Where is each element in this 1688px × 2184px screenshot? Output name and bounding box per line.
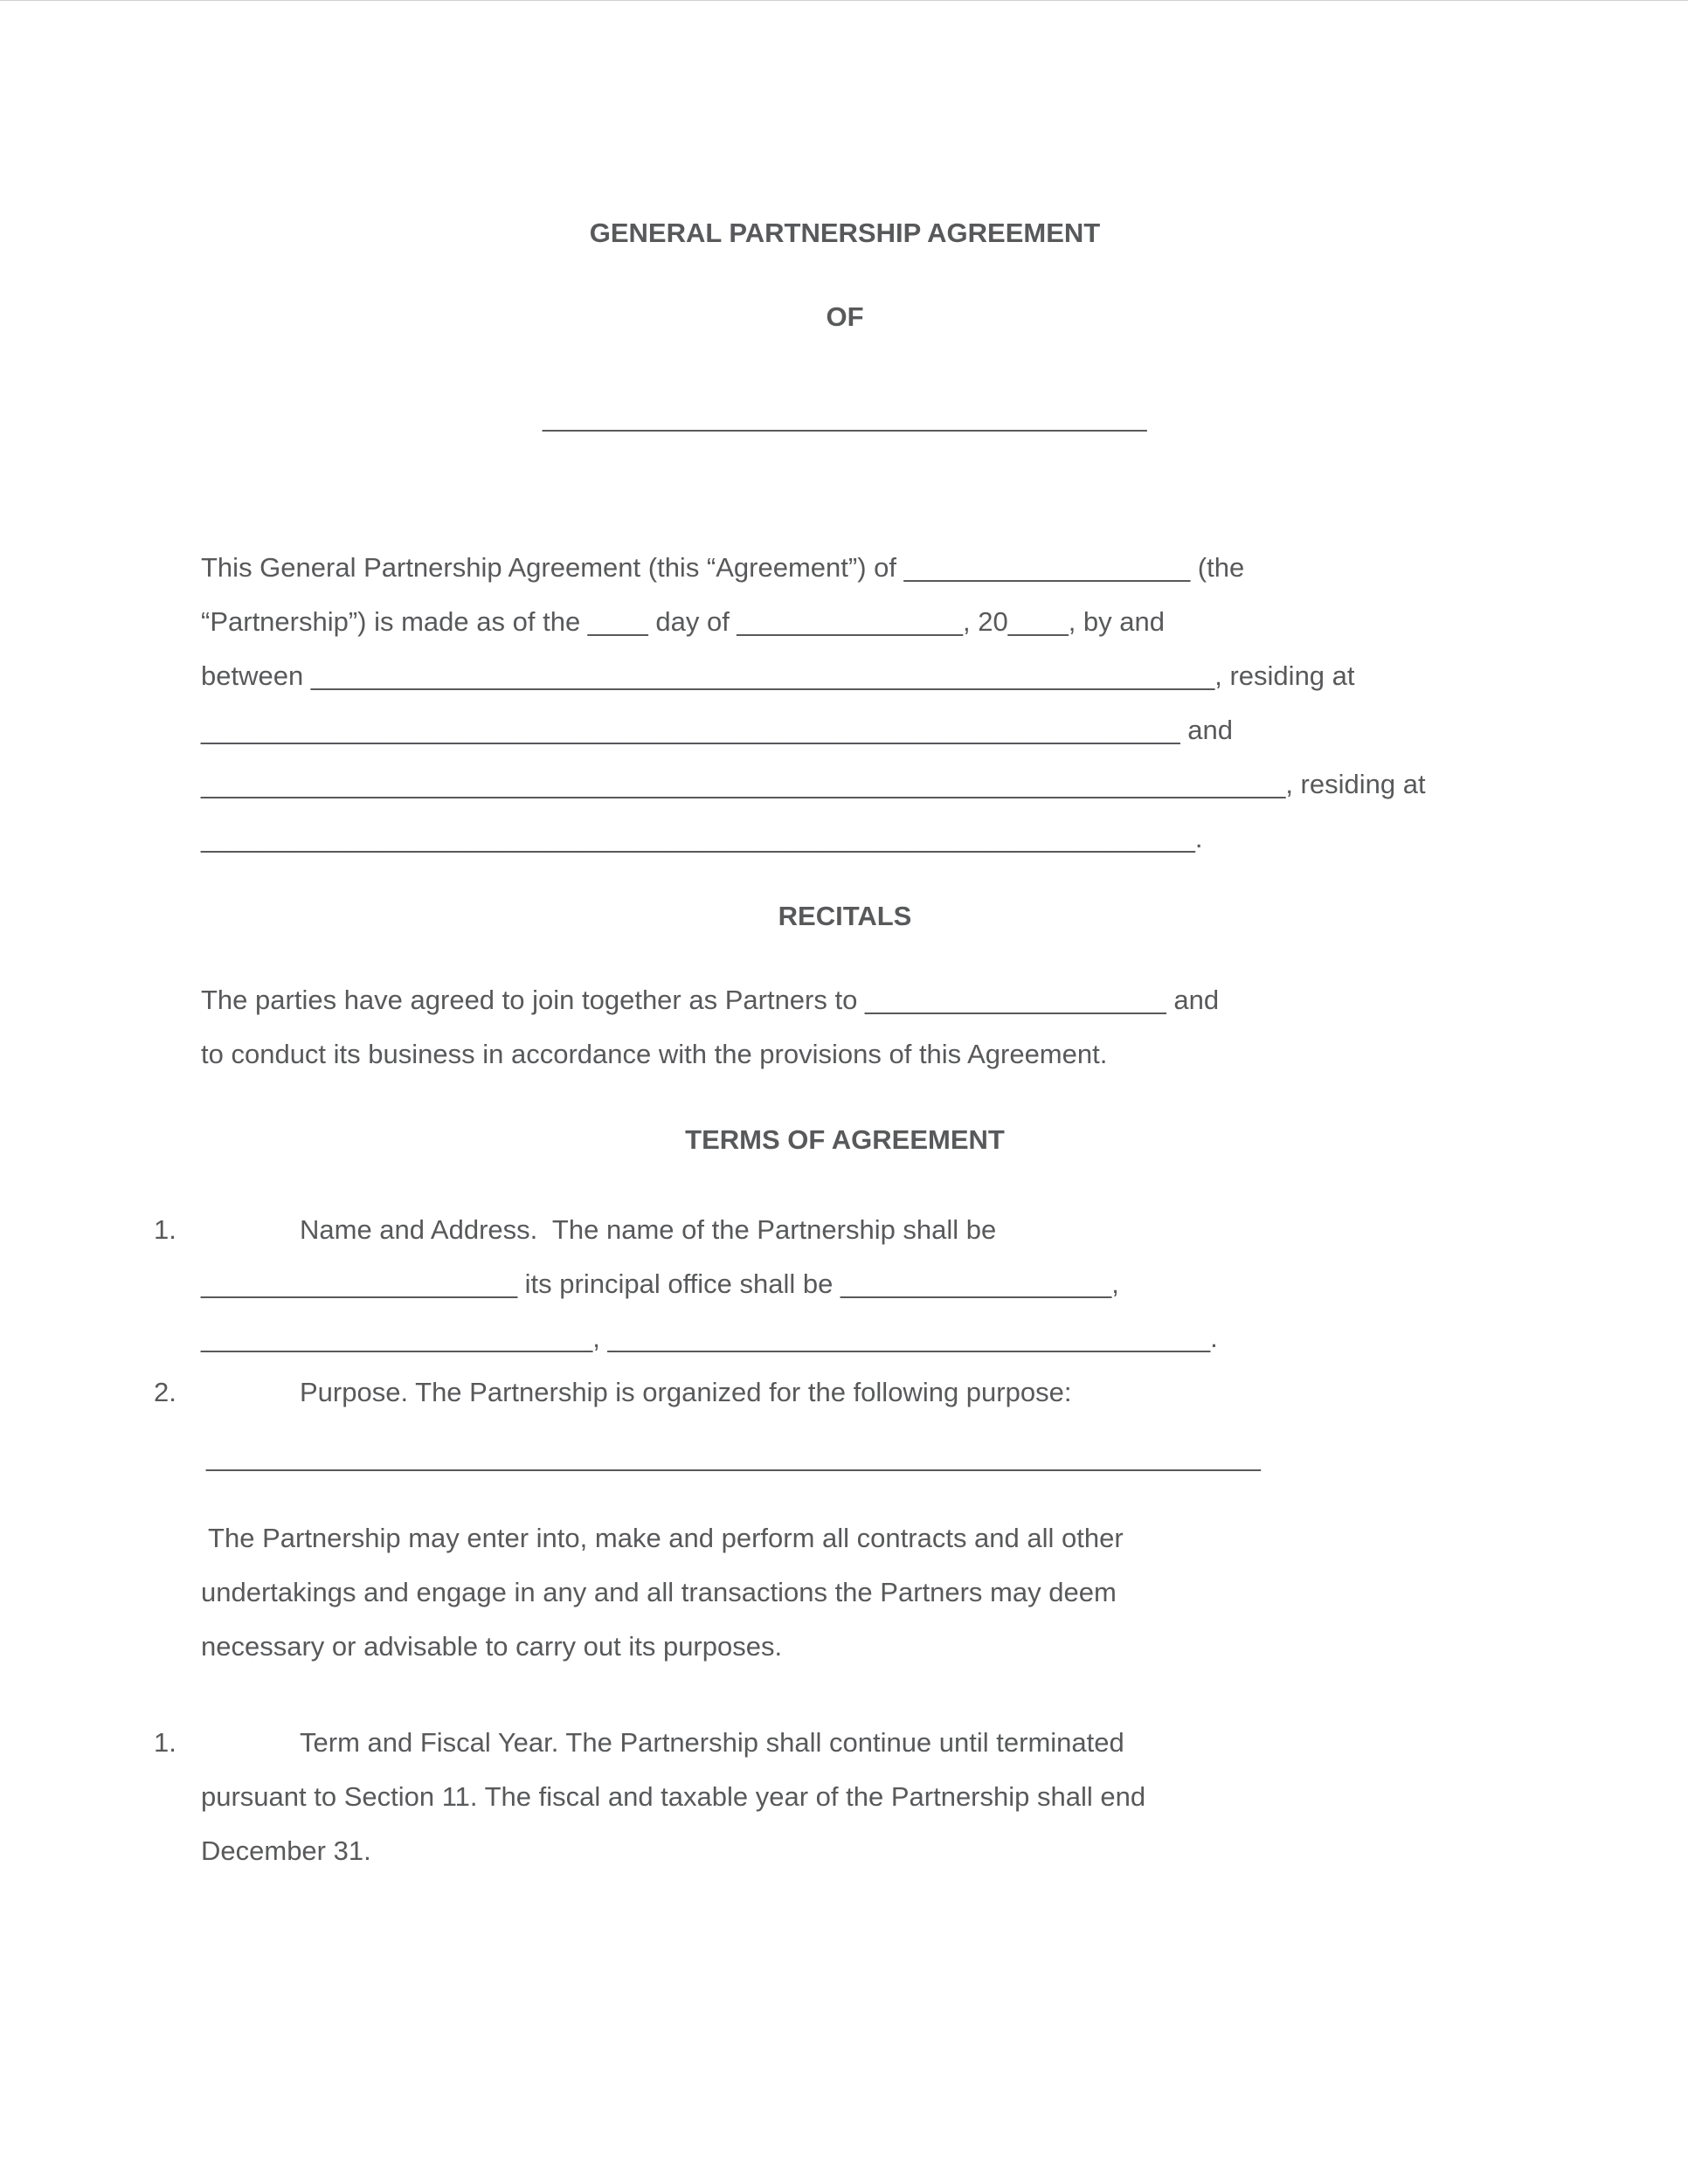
- recitals-heading: RECITALS: [778, 901, 912, 931]
- item-first-line: [154, 1365, 1489, 1420]
- text-line: This General Partnership Agreement (this “Agreement”) of ___________________ (the: [201, 552, 1245, 583]
- item-text: Term and Fiscal Year. The Partnership shall continue until terminated: [300, 1727, 1124, 1758]
- text-line: “Partnership”) is made as of the ____ day of _______________, 20____, by and: [201, 606, 1166, 637]
- item-number: 2.: [154, 1377, 176, 1407]
- item-first-line: [154, 1716, 1489, 1770]
- text-line: The Partnership may enter into, make and perform all contracts and all other: [201, 1523, 1124, 1553]
- text-line: ________________________________________________________________________, residing at: [201, 769, 1426, 799]
- text-line: _____________________ its principal office shall be __________________,: [201, 1268, 1119, 1299]
- text-line: __________________________, ________________________________________.: [201, 1323, 1218, 1353]
- item-number: 1.: [154, 1727, 176, 1758]
- list-item-term-and-fiscal-year: [154, 1716, 1489, 1878]
- list-item-purpose: [154, 1365, 1489, 1484]
- text-line: pursuant to Section 11. The fiscal and taxable year of the Partnership shall end: [201, 1781, 1146, 1812]
- item-text: Name and Address. The name of the Partnership shall be: [300, 1214, 997, 1245]
- intro-paragraph: [201, 541, 1489, 866]
- purpose-paragraph: [201, 1511, 1489, 1674]
- text-line: necessary or advisable to carry out its purposes.: [201, 1631, 783, 1662]
- text-line: undertakings and engage in any and all transactions the Partners may deem: [201, 1577, 1117, 1607]
- text-line: between ____________________________________________________________, residing at: [201, 660, 1355, 691]
- list-item-name-and-address: [154, 1203, 1489, 1365]
- text-line: to conduct its business in accordance with the provisions of this Agreement.: [201, 1039, 1108, 1069]
- text-line: December 31.: [201, 1835, 371, 1866]
- purpose-blank-line: ______________________________________________________________________: [206, 1441, 1261, 1472]
- document-subtitle-of: OF: [826, 301, 864, 332]
- text-line: __________________________________________________________________.: [201, 823, 1203, 854]
- text-line: _________________________________________________________________ and: [201, 715, 1233, 745]
- text-line: The parties have agreed to join together as Partners to ____________________ and: [201, 985, 1220, 1015]
- item-first-line: [154, 1203, 1489, 1257]
- document-title: GENERAL PARTNERSHIP AGREEMENT: [589, 218, 1101, 248]
- item-text: Purpose. The Partnership is organized for the following purpose:: [300, 1377, 1072, 1407]
- recitals-paragraph: [201, 973, 1489, 1082]
- partnership-name-blank: _______________________________________: [543, 402, 1147, 432]
- item-number: 1.: [154, 1214, 176, 1245]
- terms-of-agreement-heading: TERMS OF AGREEMENT: [685, 1124, 1005, 1155]
